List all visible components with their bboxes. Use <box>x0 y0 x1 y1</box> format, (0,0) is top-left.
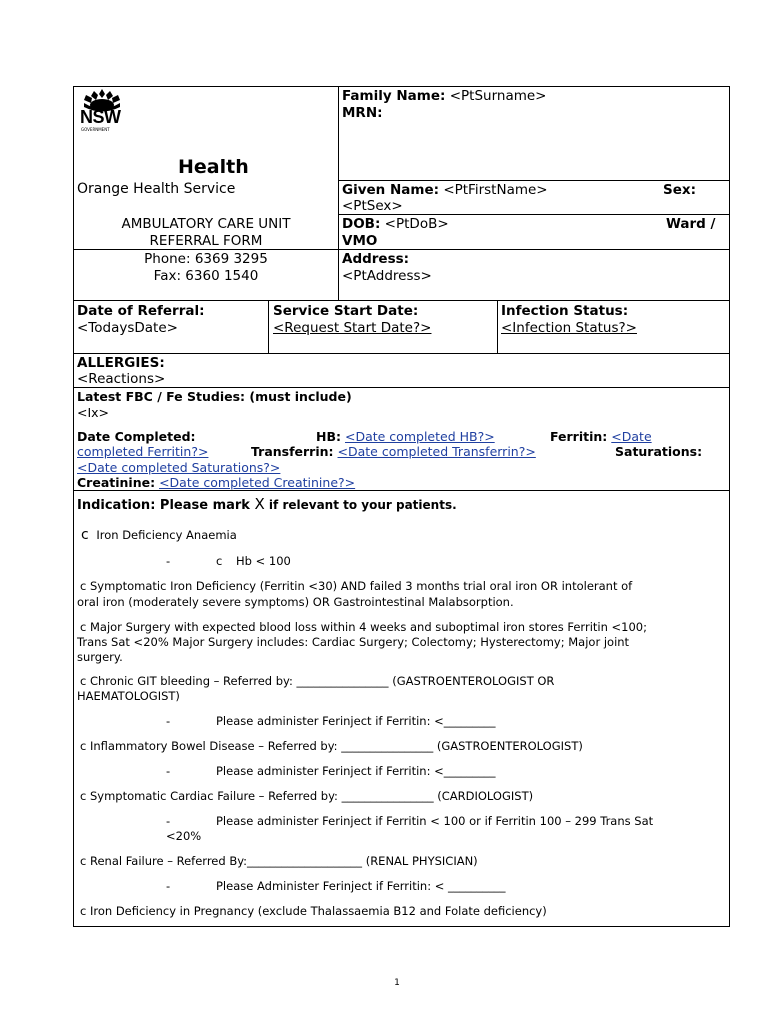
page-number: 1 <box>394 978 400 988</box>
checkbox-iron-deficiency-anaemia[interactable] <box>81 527 237 543</box>
nsw-logo <box>78 88 126 134</box>
ferritin-link-part1[interactable]: <Date <box>611 429 652 444</box>
creatinine-label: Creatinine: <box>77 475 156 490</box>
symptomatic-label: Symptomatic Iron Deficiency (Ferritin <30) AND failed 3 months trial oral iron OR intolerant of <box>89 579 633 593</box>
infection-status-label: Infection Status: <box>501 303 629 319</box>
checkbox-hb-under-100[interactable] <box>216 553 291 569</box>
checkbox-icon[interactable]: c <box>80 854 87 868</box>
indication-label: Indication: Please mark <box>77 498 255 513</box>
checkbox-icon[interactable]: c <box>81 527 89 543</box>
nsw-wordmark: NSW <box>80 107 121 127</box>
renal-label: Renal Failure – Referred By:____________________ (RENAL PHYSICIAN) <box>89 854 478 868</box>
date-completed-label: Date Completed: <box>77 429 196 444</box>
renal-ferinject-field[interactable]: Please Administer Ferinject if Ferritin: < __________ <box>216 879 506 893</box>
studies-label: Latest FBC / Fe Studies: (must include) <box>77 389 352 404</box>
given-name-value: <PtFirstName> <box>443 182 548 198</box>
allergies-value[interactable]: <Reactions> <box>77 371 166 387</box>
git-ferinject-field[interactable]: Please administer Ferinject if Ferritin: <_________ <box>216 714 496 728</box>
family-name-value: <PtSurname> <box>449 88 547 104</box>
sex-value[interactable]: <PtSex> <box>342 198 403 214</box>
hb-label: HB: <box>316 429 341 444</box>
date-of-referral-value[interactable]: <TodaysDate> <box>77 320 178 336</box>
infection-status-value[interactable]: <Infection Status?> <box>501 320 637 336</box>
transferrin-field[interactable] <box>251 444 536 459</box>
ida-label: Iron Deficiency Anaemia <box>96 528 237 542</box>
ward-label: Ward / <box>666 216 716 232</box>
health-heading: Health <box>178 156 249 178</box>
family-name-field[interactable] <box>342 88 546 104</box>
ferritin-label: Ferritin: <box>550 429 608 444</box>
creatinine-link[interactable]: <Date completed Creatinine?> <box>159 475 356 490</box>
service-start-label: Service Start Date: <box>273 303 419 319</box>
sex-label: Sex: <box>663 182 696 198</box>
hb-label: Hb < 100 <box>235 554 291 568</box>
checkbox-icon[interactable]: c <box>80 674 87 688</box>
given-name-label: Given Name: <box>342 182 440 198</box>
saturations-label: Saturations: <box>615 444 703 459</box>
checkbox-icon[interactable]: c <box>80 789 87 803</box>
git-label-cont: HAEMATOLOGIST) <box>77 689 180 703</box>
dob-label: DOB: <box>342 216 381 232</box>
dash-marker: - <box>166 879 171 893</box>
checkbox-icon[interactable]: c <box>216 554 223 568</box>
dash-marker: - <box>166 554 171 568</box>
surgery-label-cont: Trans Sat <20% Major Surgery includes: Cardiac Surgery; Colectomy; Hysterectomy; Major joint <box>77 635 630 649</box>
dash-marker: - <box>166 814 171 828</box>
address-label: Address: <box>342 251 410 267</box>
surgery-label-cont2: surgery. <box>77 650 123 664</box>
checkbox-symptomatic-iron-deficiency[interactable] <box>80 578 632 594</box>
ferritin-field[interactable] <box>550 429 652 444</box>
indication-label-suffix: if relevant to your patients. <box>264 498 457 512</box>
service-start-value[interactable]: <Request Start Date?> <box>273 320 432 336</box>
dob-field[interactable] <box>342 216 449 232</box>
checkbox-pregnancy[interactable] <box>80 903 547 919</box>
saturations-link[interactable]: <Date completed Saturations?> <box>77 460 281 475</box>
hb-link[interactable]: <Date completed HB?> <box>344 429 495 444</box>
checkbox-cardiac-failure[interactable] <box>80 788 533 804</box>
ibd-label: Inflammatory Bowel Disease – Referred by: ________________ (GASTROENTEROLOGIST) <box>89 739 583 753</box>
nsw-subtext: GOVERNMENT <box>81 127 110 132</box>
indication-heading <box>77 496 457 514</box>
fax-number: Fax: 6360 1540 <box>153 268 259 284</box>
checkbox-icon[interactable]: c <box>80 739 87 753</box>
cardiac-ferinject-cont: <20% <box>166 829 202 843</box>
checkbox-chronic-git-bleeding[interactable] <box>80 673 554 689</box>
checkbox-icon[interactable]: c <box>80 904 87 918</box>
form-name: REFERRAL FORM <box>149 233 263 249</box>
pregnancy-label: Iron Deficiency in Pregnancy (exclude Thalassaemia B12 and Folate deficiency) <box>89 904 547 918</box>
hb-field[interactable] <box>316 429 495 444</box>
dash-marker: - <box>166 764 171 778</box>
dash-marker: - <box>166 714 171 728</box>
checkbox-icon[interactable]: c <box>80 620 87 634</box>
git-label: Chronic GIT bleeding – Referred by: ________________ (GASTROENTEROLOGIST OR <box>89 674 555 688</box>
mrn-label: MRN: <box>342 105 383 121</box>
ferritin-link-part2[interactable]: completed Ferritin?> <box>77 444 209 459</box>
dob-value: <PtDoB> <box>384 216 449 232</box>
checkbox-icon[interactable]: c <box>80 579 87 593</box>
creatinine-field[interactable] <box>77 475 355 490</box>
phone-number: Phone: 6369 3295 <box>144 251 268 267</box>
surgery-label: Major Surgery with expected blood loss within 4 weeks and suboptimal iron stores Ferritin <100; <box>89 620 647 634</box>
mark-x-glyph: X <box>254 495 265 513</box>
family-name-label: Family Name: <box>342 88 446 104</box>
cardiac-label: Symptomatic Cardiac Failure – Referred by: ________________ (CARDIOLOGIST) <box>89 789 534 803</box>
given-name-field[interactable] <box>342 182 548 198</box>
cardiac-ferinject-field[interactable]: Please administer Ferinject if Ferritin < 100 or if Ferritin 100 – 299 Trans Sat <box>216 814 654 828</box>
ibd-ferinject-field[interactable]: Please administer Ferinject if Ferritin: <_________ <box>216 764 496 778</box>
unit-name: AMBULATORY CARE UNIT <box>121 216 291 232</box>
transferrin-link[interactable]: <Date completed Transferrin?> <box>337 444 536 459</box>
checkbox-renal-failure[interactable] <box>80 853 478 869</box>
transferrin-label: Transferrin: <box>251 444 334 459</box>
checkbox-major-surgery[interactable] <box>80 619 647 635</box>
symptomatic-label-cont: oral iron (moderately severe symptoms) OR Gastrointestinal Malabsorption. <box>77 595 514 609</box>
service-name: Orange Health Service <box>77 181 236 197</box>
checkbox-ibd[interactable] <box>80 738 583 754</box>
date-of-referral-label: Date of Referral: <box>77 303 205 319</box>
address-value[interactable]: <PtAddress> <box>342 268 432 284</box>
studies-value[interactable]: <Ix> <box>77 405 110 420</box>
allergies-label: ALLERGIES: <box>77 355 165 371</box>
vmo-label: VMO <box>342 233 378 249</box>
